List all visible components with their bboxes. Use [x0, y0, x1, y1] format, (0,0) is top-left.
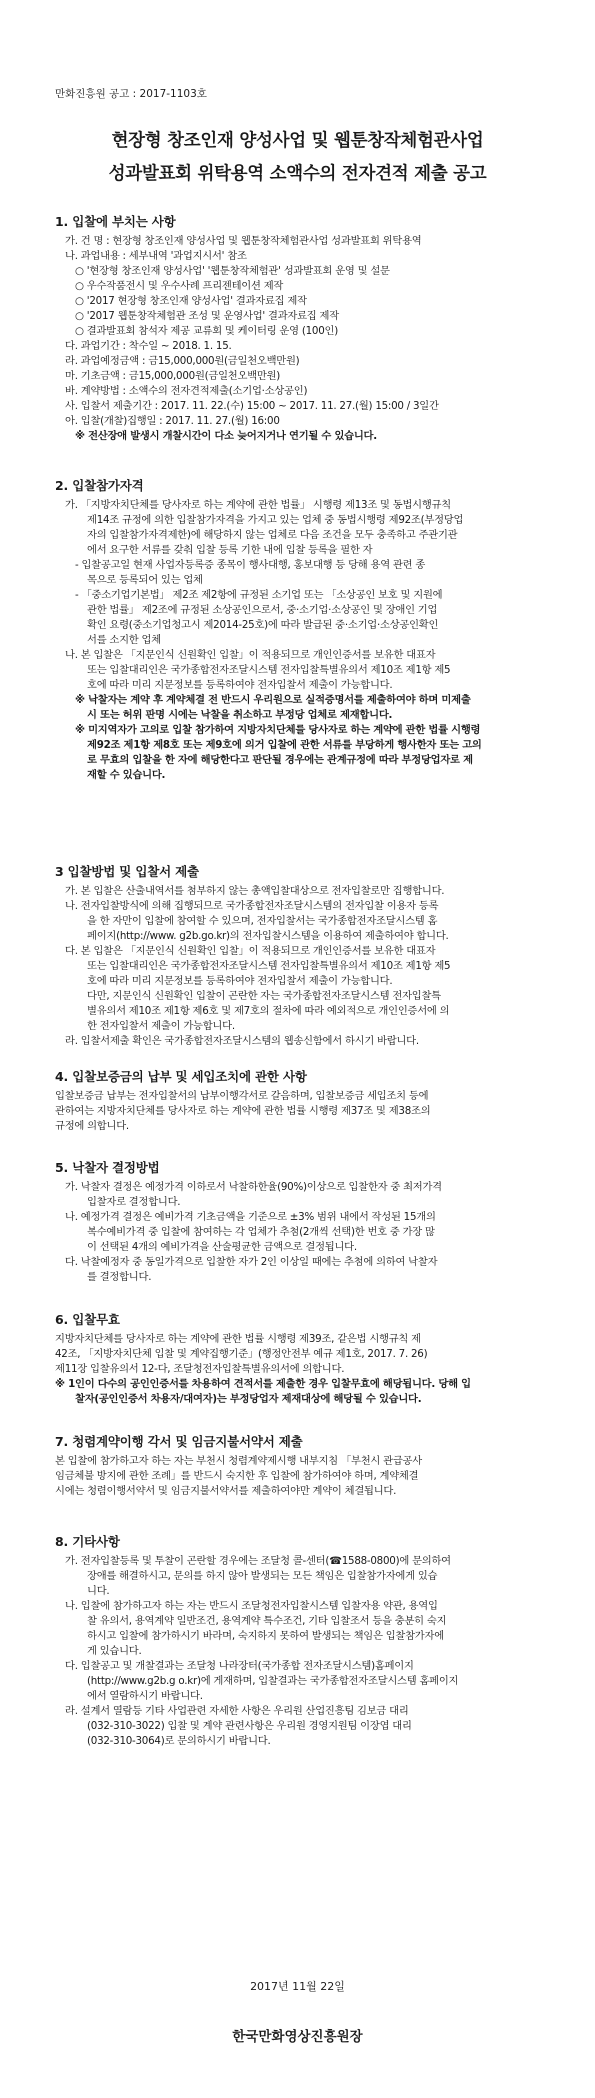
text-line: 이 선택된 4개의 예비가격을 산술평균한 금액으로 결정됩니다. — [87, 1241, 357, 1253]
text-line: 라. 과업예정금액 : 금15,000,000원(금일천오백만원) — [65, 355, 300, 367]
text-line: ○ 결과발표회 참석자 제공 교류회 및 케이터링 운영 (100인) — [75, 325, 338, 337]
text-line: 찰 유의서, 용역계약 일반조건, 용역계약 특수조건, 기타 입찰조서 등을 충분히 숙지 — [87, 1615, 447, 1627]
text-line: 에서 요구한 서류를 갖춰 입찰 등록 기한 내에 입찰 등록을 필한 자 — [87, 544, 373, 556]
text-line: 페이지(http://www. g2b.go.kr)의 전자입찰시스템을 이용하여 제출하여야 합니다. — [87, 930, 449, 942]
text-line: 사. 입찰서 제출기간 : 2017. 11. 22.(수) 15:00 ~ 2017. 11. 27.(월) 15:00 / 3일간 — [65, 400, 439, 412]
text-line: 목으로 등록되어 있는 업체 — [87, 574, 203, 586]
text-line: 제11장 입찰유의서 12-다, 조달청전자입찰특별유의서에 의합니다. — [55, 1363, 345, 1375]
text-line: 호에 따라 미리 지문정보를 등록하여야 전자입찰서 제출이 가능합니다. — [87, 679, 393, 691]
text-line: 호에 따라 미리 지문정보를 등록하여야 전자입찰서 제출이 가능합니다. — [87, 975, 393, 987]
text-line: 바. 계약방법 : 소액수의 전자견적제출(소기업·소상공인) — [65, 385, 308, 397]
text-line: 라. 입찰서제출 확인은 국가종합전자조달시스템의 웹송신함에서 하시기 바랍니다. — [65, 1035, 419, 1047]
text-line: 시에는 청렴이행서약서 및 임금지불서약서를 제출하여야만 계약이 체결됩니다. — [55, 1485, 397, 1497]
section-heading: 3 입찰방법 및 입찰서 제출 — [55, 864, 199, 879]
issuing-organization: 한국만화영상진흥원장 — [232, 2029, 363, 2045]
text-line: 임금체불 방지에 관한 조례」를 반드시 숙지한 후 입찰에 참가하여야 하며, 계약체결 — [55, 1470, 419, 1482]
text-line: 가. 전자입찰등록 및 투찰이 곤란할 경우에는 조달청 콜-센터(☎1588-0800)에 문의하여 — [65, 1555, 451, 1567]
notice-note: 시 또는 허위 판명 시에는 낙찰을 취소하고 부정당 업체로 제재합니다. — [87, 709, 393, 721]
notice-number: 만화진흥원 공고 : 2017-1103호 — [55, 88, 207, 100]
section-bid-invalidity — [55, 1310, 560, 1407]
section-heading: 4. 입찰보증금의 납부 및 세입조치에 관한 사항 — [55, 1069, 307, 1084]
section-eligibility — [55, 476, 560, 783]
section-heading: 5. 낙찰자 결정방법 — [55, 1160, 160, 1175]
text-line: 한 전자입찰서 제출이 가능합니다. — [87, 1020, 235, 1032]
section-heading: 2. 입찰참가자격 — [55, 478, 144, 493]
section-heading: 1. 입찰에 부치는 사항 — [55, 214, 176, 229]
text-line: 가. 「지방자치단체를 당사자로 하는 계약에 관한 법률」 시행령 제13조 및 동법시행규칙 — [65, 499, 451, 511]
text-line: 다. 입찰공고 및 개찰결과는 조달청 나라장터(국가종합 전자조달시스템)홈페이지 — [65, 1660, 414, 1672]
text-line: 관하여는 지방자치단체를 당사자로 하는 계약에 관한 법률 시행령 제37조 및 제38조의 — [55, 1105, 431, 1117]
text-line: 마. 기초금액 : 금15,000,000원(금일천오백만원) — [65, 370, 281, 382]
text-line: 별유의서 제10조 제1항 제6호 및 제7호의 절차에 따라 예외적으로 개인인증서에 의 — [87, 1005, 450, 1017]
text-line: 가. 본 입찰은 산출내역서를 첨부하지 않는 총액입찰대상으로 전자입찰로만 집행합니다. — [65, 885, 445, 897]
notice-note: ※ 낙찰자는 계약 후 계약체결 전 반드시 우리원으로 실적증명서를 제출하여야 하며 미제출 — [75, 694, 471, 706]
text-line: 나. 과업내용 : 세부내역 '과업지시서' 참조 — [65, 250, 247, 262]
section-bidding-items — [55, 212, 560, 444]
section-heading: 6. 입찰무효 — [55, 1312, 120, 1327]
notice-note: ※ 전산장애 발생시 개찰시간이 다소 늦어지거나 연기될 수 있습니다. — [75, 430, 377, 442]
notice-note: 찰자(공인인증서 차용자/대여자)는 부정당업자 제재대상에 해당될 수 있습니다. — [75, 1393, 422, 1405]
title-line-2: 성과발표회 위탁용역 소액수의 전자견적 제출 공고 — [108, 164, 487, 184]
text-line: 를 결정합니다. — [87, 1271, 152, 1283]
text-line: 나. 예정가격 결정은 예비가격 기초금액을 기준으로 ±3% 범위 내에서 작성된 15개의 — [65, 1211, 436, 1223]
text-line: 입찰보증금 납부는 전자입찰서의 납부이행각서로 갈음하며, 입찰보증금 세입조치 등에 — [55, 1090, 429, 1102]
text-line: 나. 본 입찰은 「지문인식 신원확인 입찰」이 적용되므로 개인인증서를 보유한 대표자 — [65, 649, 436, 661]
notice-note: 재할 수 있습니다. — [87, 769, 166, 781]
text-line: 또는 입찰대리인은 국가종합전자조달시스템 전자입찰특별유의서 제10조 제1항 제5 — [87, 664, 451, 676]
text-line: 제14조 규정에 의한 입찰참가자격을 가지고 있는 업체 중 동법시행령 제92조(부정당업 — [87, 514, 464, 526]
section-heading: 7. 청렴계약이행 각서 및 임금지불서약서 제출 — [55, 1434, 303, 1449]
notice-note: ※ 미지역자가 고의로 입찰 참가하여 지방자치단체를 당사자로 하는 계약에 관한 법률 시행령 — [75, 724, 481, 736]
text-line: 을 한 자만이 입찰에 참여할 수 있으며, 전자입찰서는 국가종합전자조달시스템 홈 — [87, 915, 438, 927]
text-line: 아. 입찰(개찰)집행일 : 2017. 11. 27.(월) 16:00 — [65, 415, 280, 427]
text-line: ○ '2017 웹툰창작체험관 조성 및 운영사업' 결과자료집 제작 — [75, 310, 339, 322]
text-line: 에서 열람하시기 바랍니다. — [87, 1690, 203, 1702]
section-integrity-pledge — [55, 1432, 560, 1499]
section-other-matters — [55, 1532, 560, 1749]
text-line: 다. 본 입찰은 「지문인식 신원확인 입찰」이 적용되므로 개인인증서를 보유한 대표자 — [65, 945, 436, 957]
text-line: 하시고 입찰에 참가하시기 바라며, 숙지하지 못하여 발생되는 책임은 입찰참가자에 — [87, 1630, 444, 1642]
text-line: 서를 소지한 업체 — [87, 634, 161, 646]
text-line: (032-310-3022) 입찰 및 계약 관련사항은 우리원 경영지원팀 이장엽 대리 — [87, 1720, 412, 1732]
section-bid-deposit — [55, 1067, 560, 1134]
text-line: 지방자치단체를 당사자로 하는 계약에 관한 법률 시행령 제39조, 같은법 시행규칙 제 — [55, 1333, 421, 1345]
text-line: 본 입찰에 참가하고자 하는 자는 부천시 청렴계약제시행 내부지침 「부천시 관급공사 — [55, 1455, 422, 1467]
text-line: (http://www.g2b.g o.kr)에 게재하며, 입찰결과는 국가종합전자조달시스템 홈페이지 — [87, 1675, 459, 1687]
section-winner-decision — [55, 1158, 560, 1285]
text-line: 라. 설계서 열람등 기타 사업관련 자세한 사항은 우리원 산업진흥팀 김보금 대리 — [65, 1705, 409, 1717]
text-line: 자의 입찰참가자격제한)에 해당하지 않는 업체로 다음 조건을 모두 충족하고 주관기관 — [87, 529, 458, 541]
text-line: - 「중소기업기본법」 제2조 제2항에 규정된 소기업 또는 「소상공인 보호 및 지원에 — [75, 589, 443, 601]
notice-note: 제92조 제1항 제8호 또는 제9호에 의거 입찰에 관한 서류를 부당하게 행사한자 또는 고의 — [87, 739, 482, 751]
section-bid-method — [55, 862, 560, 1049]
title-line-1: 현장형 창조인재 양성사업 및 웹툰창작체험관사업 — [111, 131, 484, 151]
notice-note: 로 무효의 입찰을 한 자에 해당한다고 판단될 경우에는 관계규정에 따라 부정당업자로 제 — [87, 754, 473, 766]
text-line: 나. 입찰에 참가하고자 하는 자는 반드시 조달청전자입찰시스템 입찰자용 약관, 용역입 — [65, 1600, 438, 1612]
text-line: 장애를 해결하시고, 문의를 하지 않아 발생되는 모든 책임은 입찰참가자에게 있습 — [87, 1570, 438, 1582]
text-line: 다. 낙찰예정자 중 동일가격으로 입찰한 자가 2인 이상일 때에는 추첨에 의하여 낙찰자 — [65, 1256, 438, 1268]
text-line: - 입찰공고일 현재 사업자등록증 종목이 행사대행, 홍보대행 등 당해 용역 관련 종 — [75, 559, 426, 571]
section-heading: 8. 기타사항 — [55, 1534, 120, 1549]
text-line: 42조, 「지방자치단체 입찰 및 계약집행기준」(행정안전부 예규 제1호, 2017. 7. 26) — [55, 1348, 428, 1360]
text-line: 입찰자로 결정합니다. — [87, 1196, 181, 1208]
text-line: 확인 요령(중소기업청고시 제2014-25호)에 따라 발급된 중·소기업·소상공인확인 — [87, 619, 439, 631]
text-line: 또는 입찰대리인은 국가종합전자조달시스템 전자입찰특별유의서 제10조 제1항 제5 — [87, 960, 451, 972]
text-line: 관한 법률」 제2조에 규정된 소상공인으로서, 중·소기업·소상공인 및 장애인 기업 — [87, 604, 438, 616]
text-line: 나. 전자입찰방식에 의해 집행되므로 국가종합전자조달시스템의 전자입찰 이용자 등록 — [65, 900, 439, 912]
text-line: 다만, 지문인식 신원확인 입찰이 곤란한 자는 국가종합전자조달시스템 전자입찰특 — [87, 990, 441, 1002]
text-line: 게 있습니다. — [87, 1645, 142, 1657]
text-line: 복수예비가격 중 입찰에 참여하는 각 업체가 추첨(2개씩 선택)한 번호 중 가장 많 — [87, 1226, 435, 1238]
text-line: 규정에 의합니다. — [55, 1120, 129, 1132]
text-line: 가. 낙찰자 결정은 예정가격 이하로서 낙찰하한율(90%)이상으로 입찰한자 중 최저가격 — [65, 1181, 442, 1193]
text-line: ○ '현장형 창조인재 양성사업' '웹툰창작체험관' 성과발표회 운영 및 설문 — [75, 265, 390, 277]
text-line: 니다. — [87, 1585, 110, 1597]
text-line: ○ '2017 현장형 창조인재 양성사업' 결과자료집 제작 — [75, 295, 307, 307]
notice-note: ※ 1인이 다수의 공인인증서를 차용하여 견적서를 제출한 경우 입찰무효에 해당됩니다. 당해 입 — [55, 1378, 471, 1390]
text-line: 가. 건 명 : 현장형 창조인재 양성사업 및 웹툰창작체험관사업 성과발표회 위탁용역 — [65, 235, 422, 247]
text-line: 다. 과업기간 : 착수일 ~ 2018. 1. 15. — [65, 340, 232, 352]
notice-date: 2017년 11월 22일 — [250, 1980, 345, 1993]
text-line: (032-310-3064)로 문의하시기 바랍니다. — [87, 1735, 271, 1747]
text-line: ○ 우수작품전시 및 우수사례 프리젠테이션 제작 — [75, 280, 284, 292]
